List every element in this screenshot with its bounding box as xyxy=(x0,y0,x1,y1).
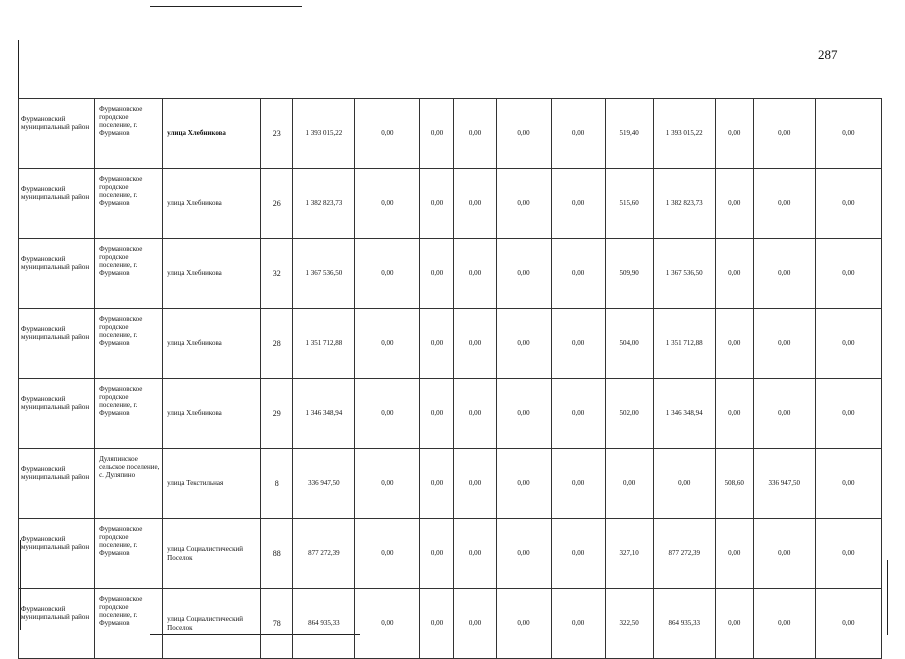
total-cost-cell: 1 367 536,50 xyxy=(293,239,355,309)
value-cell: 0,00 xyxy=(420,589,454,659)
house-number-cell: 23 xyxy=(261,99,293,169)
street-cell: улица Текстильная xyxy=(163,449,261,519)
value-cell: 0,00 xyxy=(551,239,605,309)
sum-cell: 0,00 xyxy=(753,589,815,659)
sum-cell: 1 382 823,73 xyxy=(653,169,715,239)
area-cell: 502,00 xyxy=(605,379,653,449)
table-row xyxy=(19,99,882,169)
area-cell: 327,10 xyxy=(605,519,653,589)
house-number-cell: 29 xyxy=(261,379,293,449)
house-number-cell: 78 xyxy=(261,589,293,659)
value-cell: 0,00 xyxy=(355,169,420,239)
total-cost-cell: 1 346 348,94 xyxy=(293,379,355,449)
street-cell: улица Хлебникова xyxy=(163,169,261,239)
area-cell: 0,00 xyxy=(715,239,753,309)
value-cell: 0,00 xyxy=(551,99,605,169)
area-cell: 322,50 xyxy=(605,589,653,659)
scan-line-top xyxy=(150,6,302,7)
settlement-cell: Фурмановское городское поселение, г. Фурманов xyxy=(95,379,163,449)
district-cell: Фурмановский муниципальный район xyxy=(19,99,95,169)
total-cost-cell: 1 393 015,22 xyxy=(293,99,355,169)
house-number-cell: 28 xyxy=(261,309,293,379)
scan-line-right xyxy=(887,560,888,635)
value-cell: 0,00 xyxy=(454,99,496,169)
value-cell: 0,00 xyxy=(496,519,551,589)
district-cell: Фурмановский муниципальный район xyxy=(19,379,95,449)
value-cell: 0,00 xyxy=(815,379,881,449)
settlement-cell: Фурмановское городское поселение, г. Фурманов xyxy=(95,169,163,239)
value-cell: 0,00 xyxy=(815,449,881,519)
value-cell: 0,00 xyxy=(551,449,605,519)
value-cell: 0,00 xyxy=(355,449,420,519)
area-cell: 509,90 xyxy=(605,239,653,309)
value-cell: 0,00 xyxy=(496,239,551,309)
settlement-cell: Фурмановское городское поселение, г. Фурманов xyxy=(95,239,163,309)
value-cell: 0,00 xyxy=(815,169,881,239)
value-cell: 0,00 xyxy=(454,309,496,379)
value-cell: 0,00 xyxy=(496,449,551,519)
area-cell: 0,00 xyxy=(605,449,653,519)
sum-cell: 0,00 xyxy=(753,99,815,169)
area-cell: 0,00 xyxy=(715,589,753,659)
sum-cell: 1 393 015,22 xyxy=(653,99,715,169)
value-cell: 0,00 xyxy=(496,379,551,449)
district-cell: Фурмановский муниципальный район xyxy=(19,239,95,309)
total-cost-cell: 877 272,39 xyxy=(293,519,355,589)
street-cell: улица Хлебникова xyxy=(163,379,261,449)
value-cell: 0,00 xyxy=(496,589,551,659)
value-cell: 0,00 xyxy=(355,519,420,589)
settlement-cell: Фурмановское городское поселение, г. Фурманов xyxy=(95,589,163,659)
value-cell: 0,00 xyxy=(551,379,605,449)
value-cell: 0,00 xyxy=(420,99,454,169)
value-cell: 0,00 xyxy=(420,519,454,589)
sum-cell: 0,00 xyxy=(753,169,815,239)
value-cell: 0,00 xyxy=(355,99,420,169)
district-cell: Фурмановский муниципальный район xyxy=(19,589,95,659)
table-row xyxy=(19,589,882,659)
house-number-cell: 8 xyxy=(261,449,293,519)
district-cell: Фурмановский муниципальный район xyxy=(19,309,95,379)
area-cell: 0,00 xyxy=(715,519,753,589)
value-cell: 0,00 xyxy=(454,519,496,589)
area-cell: 0,00 xyxy=(715,309,753,379)
value-cell: 0,00 xyxy=(815,309,881,379)
value-cell: 0,00 xyxy=(454,239,496,309)
street-cell: улица Хлебникова xyxy=(163,239,261,309)
scan-line-left xyxy=(18,40,19,98)
table-row xyxy=(19,519,882,589)
settlement-cell: Дуляпинское сельское поселение, с. Дуляпино xyxy=(95,449,163,519)
settlement-cell: Фурмановское городское поселение, г. Фурманов xyxy=(95,519,163,589)
value-cell: 0,00 xyxy=(420,449,454,519)
value-cell: 0,00 xyxy=(551,589,605,659)
street-cell: улица Социалистический Поселок xyxy=(163,519,261,589)
value-cell: 0,00 xyxy=(420,379,454,449)
total-cost-cell: 1 351 712,88 xyxy=(293,309,355,379)
table-row xyxy=(19,449,882,519)
value-cell: 0,00 xyxy=(355,379,420,449)
value-cell: 0,00 xyxy=(420,169,454,239)
value-cell: 0,00 xyxy=(420,309,454,379)
area-cell: 0,00 xyxy=(715,379,753,449)
value-cell: 0,00 xyxy=(815,589,881,659)
sum-cell: 1 346 348,94 xyxy=(653,379,715,449)
district-cell: Фурмановский муниципальный район xyxy=(19,169,95,239)
area-cell: 515,60 xyxy=(605,169,653,239)
value-cell: 0,00 xyxy=(496,309,551,379)
value-cell: 0,00 xyxy=(454,169,496,239)
sum-cell: 1 351 712,88 xyxy=(653,309,715,379)
value-cell: 0,00 xyxy=(454,449,496,519)
value-cell: 0,00 xyxy=(355,309,420,379)
value-cell: 0,00 xyxy=(815,519,881,589)
street-cell: улица Хлебникова xyxy=(163,99,261,169)
sum-cell: 0,00 xyxy=(653,449,715,519)
sum-cell: 1 367 536,50 xyxy=(653,239,715,309)
value-cell: 0,00 xyxy=(551,519,605,589)
value-cell: 0,00 xyxy=(420,239,454,309)
house-number-cell: 88 xyxy=(261,519,293,589)
district-cell: Фурмановский муниципальный район xyxy=(19,519,95,589)
registry-rows xyxy=(19,99,882,659)
value-cell: 0,00 xyxy=(551,309,605,379)
registry-table xyxy=(18,98,882,659)
house-number-cell: 32 xyxy=(261,239,293,309)
value-cell: 0,00 xyxy=(815,239,881,309)
value-cell: 0,00 xyxy=(815,99,881,169)
area-cell: 504,00 xyxy=(605,309,653,379)
total-cost-cell: 1 382 823,73 xyxy=(293,169,355,239)
value-cell: 0,00 xyxy=(551,169,605,239)
sum-cell: 336 947,50 xyxy=(753,449,815,519)
sum-cell: 877 272,39 xyxy=(653,519,715,589)
value-cell: 0,00 xyxy=(496,99,551,169)
table-row xyxy=(19,309,882,379)
table-row xyxy=(19,379,882,449)
value-cell: 0,00 xyxy=(454,379,496,449)
table-row xyxy=(19,239,882,309)
area-cell: 0,00 xyxy=(715,169,753,239)
value-cell: 0,00 xyxy=(355,589,420,659)
value-cell: 0,00 xyxy=(454,589,496,659)
value-cell: 0,00 xyxy=(355,239,420,309)
sum-cell: 0,00 xyxy=(753,379,815,449)
street-cell: улица Социалистический Поселок xyxy=(163,589,261,659)
total-cost-cell: 864 935,33 xyxy=(293,589,355,659)
sum-cell: 0,00 xyxy=(753,239,815,309)
table-row xyxy=(19,169,882,239)
settlement-cell: Фурмановское городское поселение, г. Фурманов xyxy=(95,309,163,379)
sum-cell: 864 935,33 xyxy=(653,589,715,659)
house-number-cell: 26 xyxy=(261,169,293,239)
street-cell: улица Хлебникова xyxy=(163,309,261,379)
area-cell: 508,60 xyxy=(715,449,753,519)
value-cell: 0,00 xyxy=(496,169,551,239)
page-number: 287 xyxy=(818,47,838,62)
sum-cell: 0,00 xyxy=(753,309,815,379)
area-cell: 519,40 xyxy=(605,99,653,169)
settlement-cell: Фурмановское городское поселение, г. Фурманов xyxy=(95,99,163,169)
sum-cell: 0,00 xyxy=(753,519,815,589)
area-cell: 0,00 xyxy=(715,99,753,169)
total-cost-cell: 336 947,50 xyxy=(293,449,355,519)
district-cell: Фурмановский муниципальный район xyxy=(19,449,95,519)
